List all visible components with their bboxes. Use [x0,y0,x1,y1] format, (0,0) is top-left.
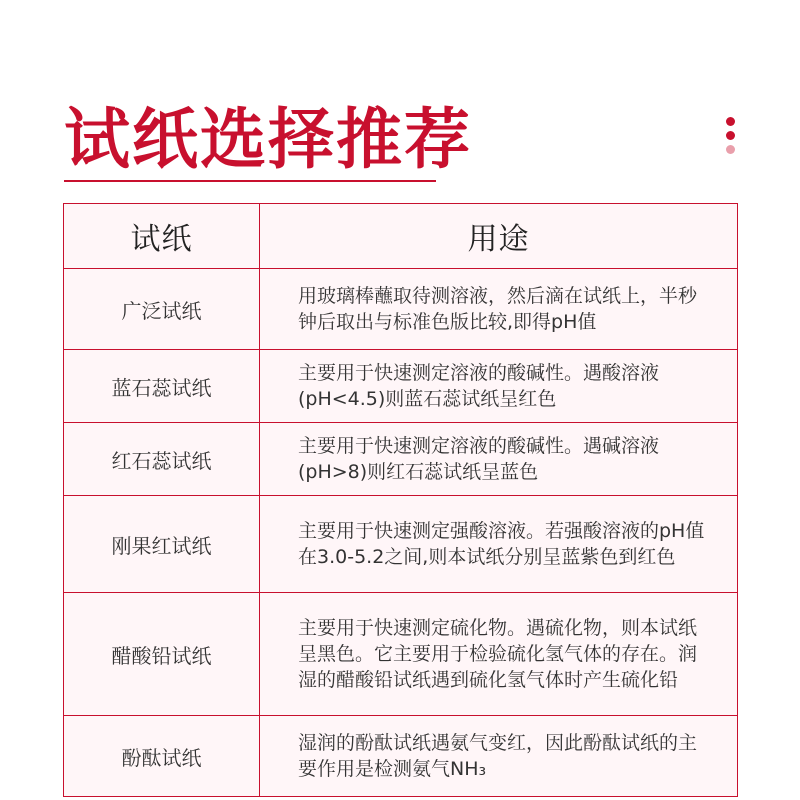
paper-usage: 主要用于快速测定硫化物。遇硫化物，则本试纸呈黑色。它主要用于检验硫化氢气体的存在。润湿的醋酸铅试纸遇到硫化氢气体时产生硫化铅 [260,593,738,716]
table-row [64,496,738,593]
paper-usage: 主要用于快速测定强酸溶液。若强酸溶液的pH值在3.0-5.2之间,则本试纸分别呈蓝紫色到红色 [260,496,738,593]
header-paper: 试纸 [64,204,260,269]
header-usage: 用途 [260,204,738,269]
table-row [64,593,738,716]
paper-name: 红石蕊试纸 [64,423,260,496]
paper-name: 广泛试纸 [64,269,260,350]
dot [726,117,735,126]
table-row [64,716,738,797]
paper-name: 酚酞试纸 [64,716,260,797]
table-header-row [64,204,738,269]
title-underline [64,180,436,182]
dot [726,131,735,140]
paper-name: 蓝石蕊试纸 [64,350,260,423]
test-paper-table [63,203,738,797]
table-row [64,350,738,423]
paper-name: 醋酸铅试纸 [64,593,260,716]
paper-usage: 主要用于快速测定溶液的酸碱性。遇酸溶液(pH<4.5)则蓝石蕊试纸呈红色 [260,350,738,423]
paper-usage: 湿润的酚酞试纸遇氨气变红，因此酚酞试纸的主要作用是检测氨气NH₃ [260,716,738,797]
table-row [64,423,738,496]
paper-name: 刚果红试纸 [64,496,260,593]
more-dots-icon[interactable] [726,117,738,157]
paper-usage: 主要用于快速测定溶液的酸碱性。遇碱溶液(pH>8)则红石蕊试纸呈蓝色 [260,423,738,496]
table-row [64,269,738,350]
paper-usage: 用玻璃棒蘸取待测溶液，然后滴在试纸上，半秒钟后取出与标准色版比较,即得pH值 [260,269,738,350]
dot [726,145,735,154]
page-title: 试纸选择推荐 [64,101,472,178]
